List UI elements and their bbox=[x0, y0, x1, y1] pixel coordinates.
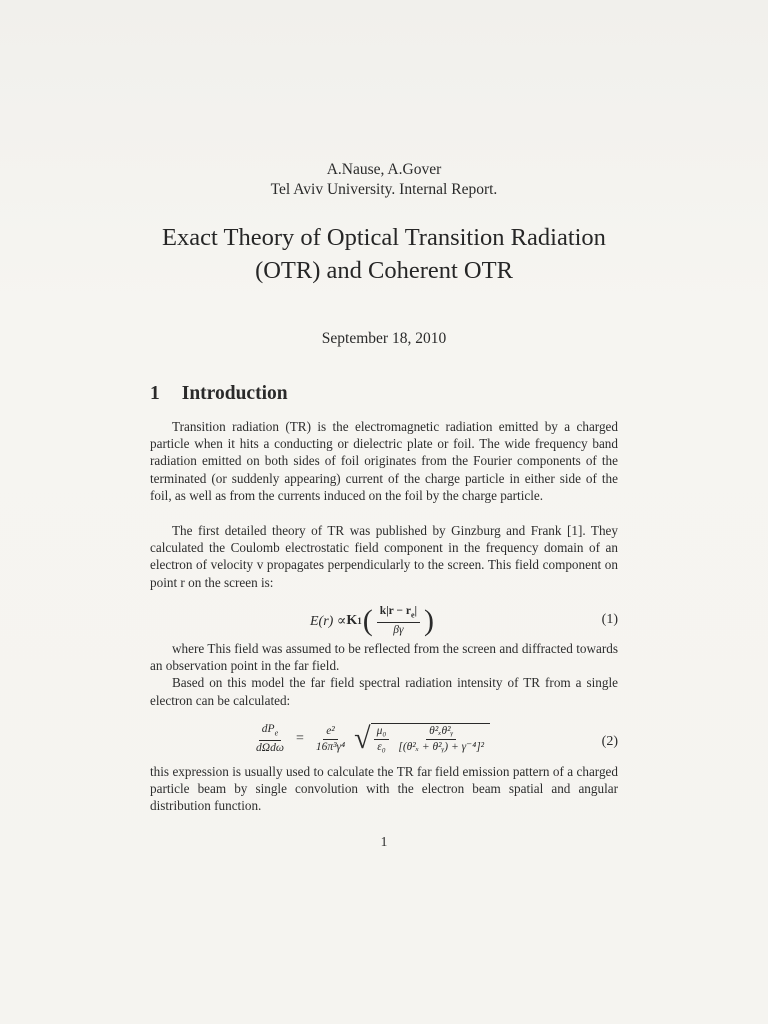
eq1-paren-open: ( bbox=[362, 604, 373, 638]
page-number: 1 bbox=[380, 834, 388, 849]
paragraph-text: The first detailed theory of TR was published by Ginzburg and Frank [1]. They calculated the Coulomb electrostatic field component in the frequency domain of an electron of velocity v propagates perpendicularly to the screen. This field component on point r on the screen is: bbox=[150, 523, 618, 590]
eq1-denominator: βγ bbox=[393, 624, 404, 637]
eq2-lhs-numerator bbox=[259, 722, 281, 741]
eq2-lhs-num-text: dP bbox=[261, 723, 275, 735]
equation-1-body bbox=[310, 604, 435, 638]
eq2-coeff-numerator: e² bbox=[323, 724, 338, 740]
affiliation: Tel Aviv University. Internal Report. bbox=[270, 181, 498, 198]
paragraph-text: this expression is usually used to calculate the TR far field emission pattern of a charged particle beam by single convolution with the electron beam spatial and angular distribution function. bbox=[150, 764, 618, 814]
section-heading bbox=[150, 383, 288, 405]
eq1-fraction bbox=[377, 604, 420, 638]
equation-2 bbox=[150, 720, 618, 762]
eq2-sqrt-denominator: ε₀ bbox=[377, 741, 386, 754]
paragraph-text: Based on this model the far field spectral radiation intensity of TR from a single electron can be calculated: bbox=[150, 675, 618, 708]
paragraph-4 bbox=[150, 763, 618, 815]
eq2-lhs-num-sub: e bbox=[274, 728, 279, 738]
eq1-paren-close: ) bbox=[424, 604, 435, 638]
paragraph-2 bbox=[150, 522, 618, 591]
paragraph-3 bbox=[150, 640, 618, 709]
author-block bbox=[0, 160, 768, 200]
paragraph-text: where This field was assumed to be reflected from the screen and diffracted towards an observation point in the far field. bbox=[150, 641, 618, 674]
equation-2-number: (2) bbox=[601, 734, 618, 749]
paper-date: September 18, 2010 bbox=[321, 330, 447, 347]
eq1-lhs: E(r) ∝ bbox=[310, 613, 347, 629]
eq2-sqrt-body bbox=[371, 723, 491, 755]
eq2-sqrt-fraction bbox=[374, 724, 390, 755]
paper-title bbox=[0, 221, 768, 287]
eq1-k-sub: 1 bbox=[357, 616, 362, 627]
equation-2-body bbox=[250, 722, 490, 756]
eq2-lhs-fraction bbox=[253, 722, 287, 756]
sqrt-symbol-icon: √ bbox=[354, 722, 371, 756]
section-number: 1 bbox=[150, 383, 160, 404]
section-title: Introduction bbox=[181, 383, 288, 404]
paragraph-1 bbox=[150, 418, 618, 504]
equation-1 bbox=[150, 600, 618, 640]
title-line-1: Exact Theory of Optical Transition Radiation bbox=[162, 224, 606, 251]
paragraph-text: Transition radiation (TR) is the electromagnetic radiation emitted by a charged particle when it hits a conducting or dielectric plate or foil. The wide frequency band radiation emitted on both sides of foil originates from the Fourier components of the terminated (or suddenly appearing) current of the charge particle in either side of the foil, as well as from the currents induced on the foil by the charge particle. bbox=[150, 419, 618, 503]
eq2-angular-numerator: θ²ₓθ²ᵧ bbox=[426, 724, 456, 740]
authors: A.Nause, A.Gover bbox=[326, 161, 442, 178]
eq1-num-text: k|r − r bbox=[379, 605, 411, 617]
eq1-numerator bbox=[377, 604, 420, 623]
eq2-sqrt-numerator: μ₀ bbox=[374, 724, 390, 740]
eq1-num-sub: e bbox=[410, 610, 415, 620]
eq2-lhs-denominator: dΩdω bbox=[256, 742, 284, 755]
eq2-equals: = bbox=[295, 731, 304, 747]
eq1-k: K bbox=[346, 613, 358, 629]
title-line-2: (OTR) and Coherent OTR bbox=[255, 257, 513, 284]
eq1-num-tail: | bbox=[414, 605, 418, 617]
eq2-coefficient-fraction bbox=[313, 724, 348, 755]
eq2-angular-denominator: [(θ²ₓ + θ²ᵧ) + γ⁻⁴]² bbox=[398, 741, 485, 754]
eq2-coeff-denominator: 16π³γ⁴ bbox=[315, 740, 346, 753]
equation-1-number: (1) bbox=[601, 612, 618, 627]
eq2-angular-fraction bbox=[395, 724, 487, 755]
